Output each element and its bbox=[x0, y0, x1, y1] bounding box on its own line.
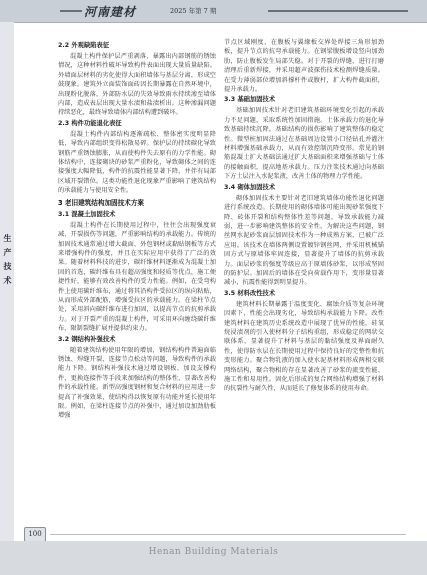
footer-divider bbox=[50, 534, 406, 535]
paragraph: 随着建筑结构使用年限的增加，钢结构构件普遍面临锈蚀、焊缝开裂、连接节点松动等问题，导致构件的承载能力下降。钢结构补强技术通过增设钢板、加设支撑构件、更换连接件等手段来加强结构的整体性，显著改善构件的承载性能。新型高强度钢材和复合材料的应用进一步提高了补强效果，使结构得以恢复原有功能并延长使用年限。例如，在梁柱连接节点的补强中，通过加设加劲肋板增强 bbox=[58, 346, 216, 420]
footer-journal-title: Henan Building Materials bbox=[148, 547, 279, 557]
page-number: 100 bbox=[24, 527, 46, 542]
paragraph: 建筑材料长期暴露于温度变化、腐蚀介质等复杂环境因素下，性能会出现劣化，导致结构承载能力下降。改性建筑材料在建筑历史系统改造中展现了优异的性能，硅氧烷浸渍剂的引入使材料分子结构重组，形成稳定的网状交联体系，显著提升了材料与基层的黏结强度及界面耐久性，使得防水层在长期使用过程中保持良好的完整性和抗变形能力。聚合物乳液的加入使水泥基材料形成两相交联网络结构，聚合物相的存在显著改善了砂浆的流变性能、施工性和易用性。固化后形成的复合网络结构增强了材料的抗裂性与耐久性，从而延长了修复体系的使用寿命。 bbox=[224, 300, 384, 393]
heading-2-3: 2.3 构件功能退化表征 bbox=[58, 119, 122, 127]
right-column bbox=[224, 38, 384, 516]
heading-3: 3 老旧建筑结构加固技术方案 bbox=[58, 198, 145, 207]
heading-3-1: 3.1 混凝土加固技术 bbox=[58, 210, 116, 218]
heading-3-2: 3.2 钢结构补强技术 bbox=[58, 335, 116, 343]
section-side-label: 生产技术 bbox=[3, 234, 13, 290]
heading-3-5: 3.5 材料改性技术 bbox=[224, 289, 276, 297]
heading-3-3: 3.3 基础加固技术 bbox=[224, 96, 276, 104]
header-decoration-line-left bbox=[60, 10, 82, 12]
paragraph: 砌体加固技术主要针对老旧建筑墙体功能性退化问题进行系统改造。长期使用的砌体墙体可能出现砂浆强度下降、砖体开裂和结构整体性差等问题，导致承载能力减弱，进一步影响建筑整体的安全性。为解决这些问题，钢丝网水泥砂浆面层加固技术作为一种成熟方案，已被广泛应用。该技术在墙体两侧设置镀锌钢丝网，并采用机械锚固方式与原墙体牢固连接，显著提升了墙体的抗剪承载力。面层砂浆的强度等级应高于原墙体砂浆，以形成坚固的防护层。加固后的墙体在受向荷载作用下，变形量显著减小，抗震性能得到明显提升。 bbox=[224, 194, 384, 287]
journal-masthead: 河南建材 bbox=[84, 5, 137, 19]
issue-label: 2025 年第 7 期 bbox=[170, 7, 217, 15]
side-margin-band bbox=[0, 22, 14, 575]
heading-3-4: 3.4 砌体加固技术 bbox=[224, 183, 276, 191]
header-decoration-line-right bbox=[268, 10, 408, 12]
left-column bbox=[58, 40, 216, 518]
paragraph: 混凝土构件在长期使用过程中，往往会出现强度衰减、开裂损伤等问题，严重影响结构的承载能力。传统的加固技术通常通过增大截面、外包钢材或黏贴钢板等方式来增强构件的强度，并且在实际应用中获得了广泛的效果。随着材料科技的进步，碳纤维材料逐渐成为混凝土加固的首选，碳纤维布具有超高强度和轻质等优点，施工便捷性好，能够有效改善构件的受力性能。例如，在受弯构件上使用碳纤维布，通过将其沿构件受拉区的纵向粘贴，从而形成外部配筋，增强受拉区的承载能力。在梁柱节点处，采用斜向碳纤维布进行加固，以提高节点的抗剪承载力。对于开裂严重的混凝土构件，可采用环向缠绕碳纤维布，限制裂缝扩展并提供约束力。 bbox=[58, 221, 216, 333]
paragraph: 混凝土构件保护层严重剥落，暴露出内部钢筋的锈蚀情况，这种材料性破坏导致构件表面出现大量质量缺陷。外墙面层材料的劣化使得大面积墙体与基层分离，形成空鼓现象。建筑外立面装饰面砖因长期暴露在自然环境中，出现粉化脱落，外部防水层的失效导致雨水持续渗至墙体内部，造成表层出现大量水渍和盐渍析出。这种渗漏问题持续恶化，最终导致墙体内部结构遭到破坏。 bbox=[58, 53, 216, 117]
paragraph: 基础加固技术针对老旧建筑基础环境变化引起的承载力不足问题，采取系统性加固措施。土体承载力的退化导致基础持续沉降，基础结构的损伤影响了建筑整体的稳定性。微型桩加固法通过在基础周边设置小口径钻孔并灌注材料增强基础承载力，从而有效控制沉降变形。常见的钢筋混凝土扩大基础法通过扩大基础面积来增强基础与土体的接触面积，提高地基承载力。压力注浆技术通过向基础下方土层注入水泥浆液，改善土体的物理力学性能。 bbox=[224, 107, 384, 181]
heading-2-2: 2.2 外观缺陷表征 bbox=[58, 42, 110, 49]
paragraph-continued: 节点区域刚度，在腹板与翼缘板交界处焊接三角形加劲板，提升节点的抗弯承载能力。在钢梁腹板增设竖向加劲肋，防止腹板发生局部失稳。对于开裂的焊缝，进行打磨清理后重新焊接，并采用超声波探伤技术检测焊缝质量。在受力薄弱部位增加斜撑杆件或腹杆，扩大构件截面积，提升承载力。 bbox=[224, 39, 384, 94]
paragraph: 混凝土构件内部结构逐渐疏松、整体密实度明显降低，导致内部组织变得松散易碎。保护层的持续碳化导致钢筋严重锈蚀膨胀，从而使构件失去原有的力学性能。砌体结构中，连接砌块的砂浆严重粉化，导致砌体之间的连接强度大幅降低，构件的抗震性能显著下降，并伴有局部区域开裂错位。这类功能性退化现象严重影响了建筑结构的承载能力与使用安全性。 bbox=[58, 130, 216, 195]
header-band bbox=[0, 0, 427, 23]
